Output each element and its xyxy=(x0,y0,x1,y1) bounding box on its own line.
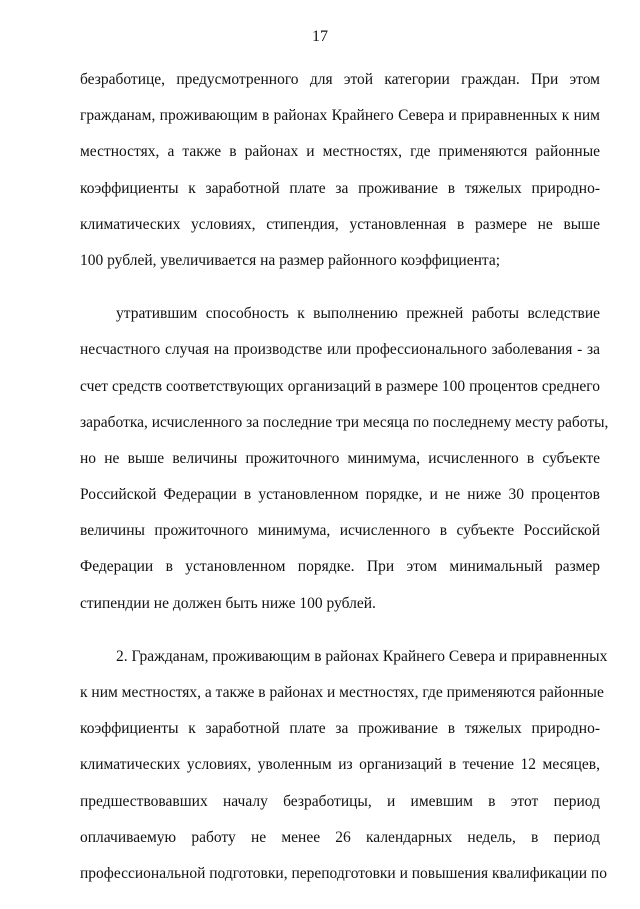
text-line: предшествовавших началу безработицы, и имевшим в этот период xyxy=(80,792,600,810)
paragraph-disability xyxy=(80,296,609,622)
paragraph-item-2 xyxy=(80,639,608,892)
text-line: к ним местностях, а также в районах и местностях, где применяются районные xyxy=(80,684,604,701)
text-line: Российской Федерации в установленном порядке, и не ниже 30 процентов xyxy=(80,486,600,504)
text-line: 100 рублей, увеличивается на размер районного коэффициента; xyxy=(80,251,501,269)
text-line: оплачиваемую работу не менее 26 календарных недель, в период xyxy=(80,828,600,846)
text-line: 2. Гражданам, проживающим в районах Крайнего Севера и приравненных xyxy=(116,647,608,665)
text-line: несчастного случая на производстве или профессионального заболевания - за xyxy=(80,341,600,359)
text-line: величины прожиточного минимума, исчисленного в субъекте Российской xyxy=(80,522,600,540)
text-line: утратившим способность к выполнению прежней работы вследствие xyxy=(116,305,600,323)
text-line: климатических условиях, стипендия, установленная в размере не выше xyxy=(80,215,600,233)
text-line: но не выше величины прожиточного минимума, исчисленного в субъекте xyxy=(80,449,600,467)
paragraph-continuation xyxy=(80,62,600,279)
text-line: гражданам, проживающим в районах Крайнего Севера и приравненных к ним xyxy=(80,107,600,125)
text-line: местностях, а также в районах и местностях, где применяются районные xyxy=(80,143,600,161)
text-line: стипендии не должен быть ниже 100 рублей. xyxy=(80,594,376,612)
text-line: коэффициенты к заработной плате за проживание в тяжелых природно- xyxy=(80,179,600,197)
text-line: счет средств соответствующих организаций в размере 100 процентов среднего xyxy=(80,377,600,395)
text-line: заработка, исчисленного за последние три месяца по последнему месту работы, xyxy=(80,413,609,431)
text-line: коэффициенты к заработной плате за проживание в тяжелых природно- xyxy=(80,720,600,738)
page-number: 17 xyxy=(312,28,328,45)
document-body xyxy=(80,62,609,909)
text-line: безработице, предусмотренного для этой категории граждан. При этом xyxy=(80,71,600,88)
text-line: климатических условиях, уволенным из организаций в течение 12 месяцев, xyxy=(80,756,600,774)
text-line: Федерации в установленном порядке. При этом минимальный размер xyxy=(80,558,600,576)
text-line: профессиональной подготовки, переподготовки и повышения квалификации по xyxy=(80,864,607,882)
